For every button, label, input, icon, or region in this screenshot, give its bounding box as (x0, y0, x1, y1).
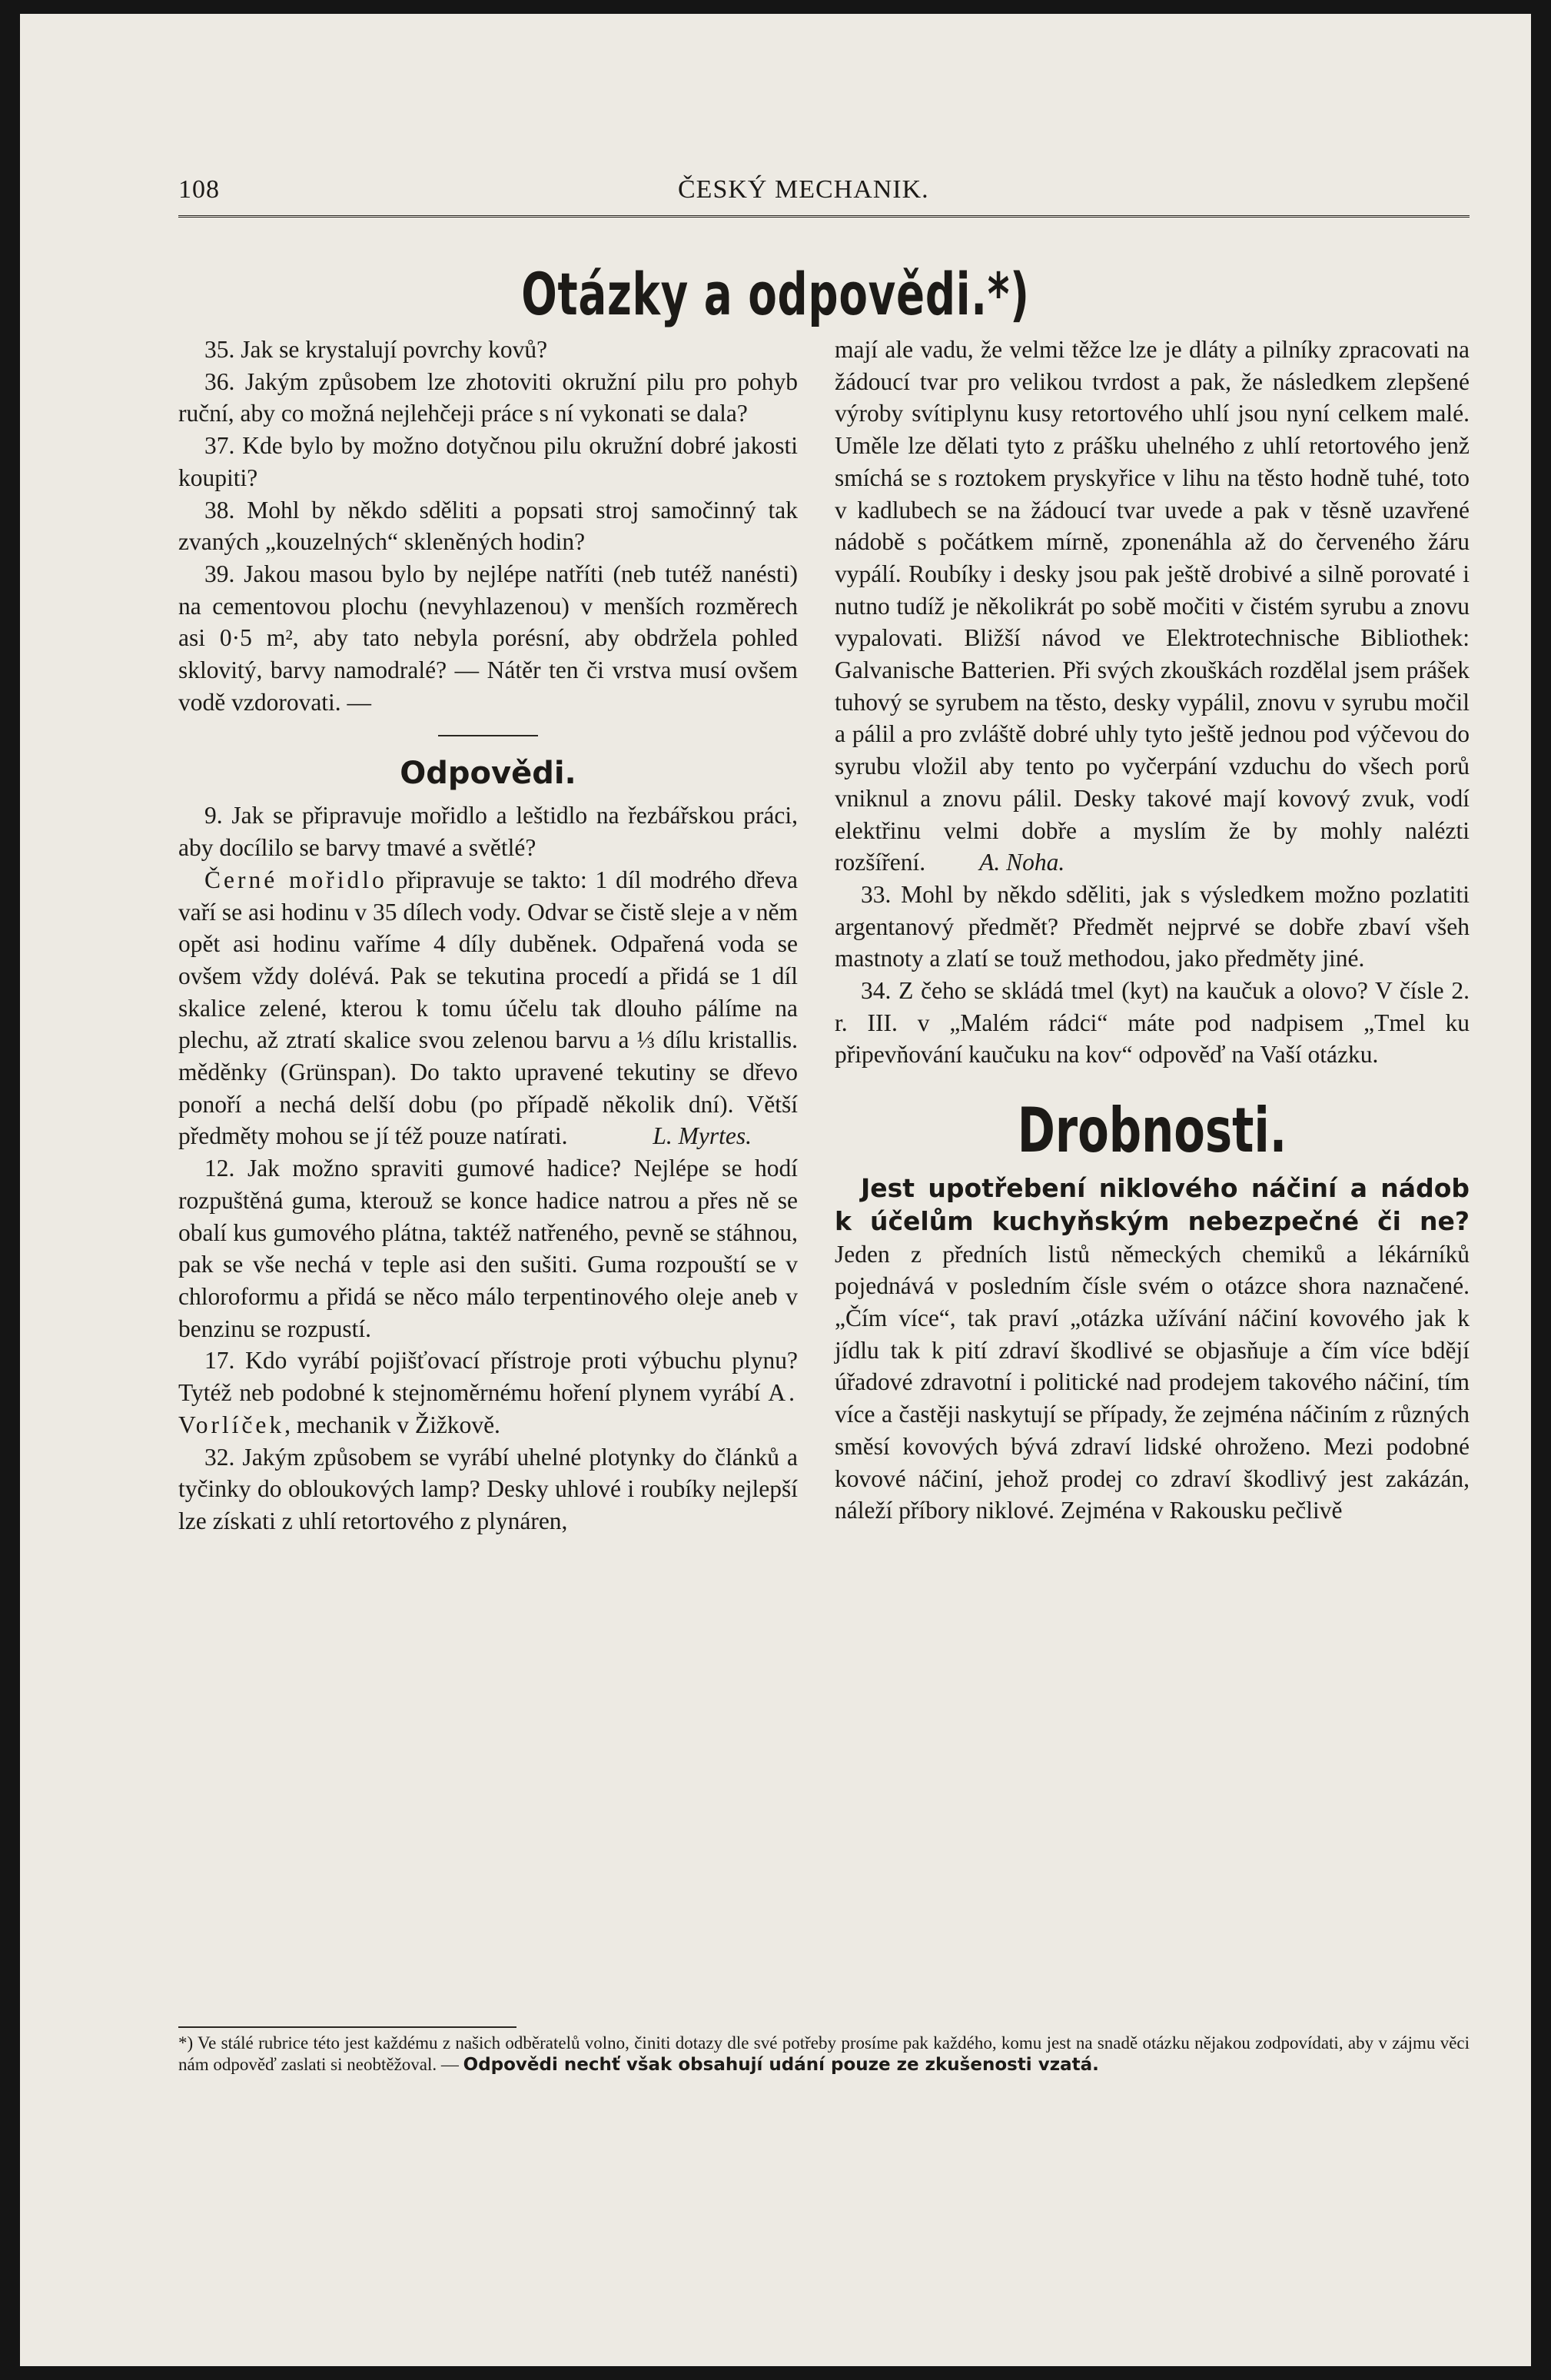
left-column (178, 334, 798, 1537)
page-number: 108 (178, 175, 220, 204)
answer-33: 33. Mohl by někdo sděliti, jak s výsledkem možno pozlatiti argentanový předmět? Předmět nejprvé se dobře zbaví všeh mastnoty a zlatí se touž methodou, jako předměty jiné. (835, 880, 1470, 972)
answer-34: 34. Z čeho se skládá tmel (kyt) na kaučuk a olovo? V čísle 2. r. III. v „Malém rádci“ máte pod nadpisem „Tmel ku připevňování kaučuku na kov“ odpověď na Vaší otázku. (835, 977, 1470, 1069)
answer-17-text: 17. Kdo vyrábí pojišťovací přístroje proti výbuchu plynu? Tytéž neb podobné k stejnoměrnému hoření plynem vyrábí (178, 1347, 798, 1407)
question-35: 35. Jak se krystalují povrchy kovů? (204, 336, 548, 363)
answer-32-signature: A. Noha. (979, 849, 1065, 876)
drobnosti-article (835, 1172, 1470, 1527)
footnote-text: *) Ve stálé rubrice této jest každému z našich odběratelů volno, činiti dotazy dle své potřeby prosíme pak každého, komu jest na snadě otázku nějakou zodpovídati, aby v zájmu věci nám odpověď zaslati si neobtěžoval. — (178, 2033, 1470, 2074)
question-36: 36. Jakým způsobem lze zhotoviti okružní pilu pro pohyb ruční, aby co možná nejlehčeji práce s ní vykonati se dala? (178, 367, 798, 427)
newspaper-page (20, 14, 1531, 2366)
answer-9-body: připravuje se takto: 1 díl modrého dřeva vaří se asi hodinu v 35 dílech vody. Odvar se čistě sleje a v něm opět asi hodinu vaříme 4 díly duběnek. Odpařená voda se ovšem vždy dolévá. Pak se tekutina procedí a přidá se 1 díl skalice zelené, kterou k tomu účelu tak dlouho pálíme na plechu, až ztratí skalice svou zelenou barvu a ⅓ dílu kristallis. měděnky (Grünspan). Do takto upravené tekutiny se dřevo ponoří a nechá delší dobu (po případě několik dní). Větší předměty mohou se jí též pouze natírati. (178, 866, 798, 1150)
answer-9 (178, 864, 798, 1152)
header-rule (178, 215, 1470, 218)
answer-12: 12. Jak možno spraviti gumové hadice? Nejlépe se hodí rozpuštěná guma, kterouž se konce hadice natrou a přes ně se obalí kus gumového plátna, taktéž natřeného, pevně se stáhnou, pak se vše nechá v teple asi den sušiti. Guma rozpouští se v chloroformu a přidá se něco málo terpentinového oleje aneb v benzinu se rozpustí. (178, 1155, 798, 1342)
answer-9-signature: L. Myrtes. (653, 1122, 752, 1150)
divider (438, 735, 538, 736)
answer-17-tail: , mechanik v Žižkově. (284, 1411, 500, 1438)
answer-17 (178, 1345, 798, 1441)
answer-9-question: 9. Jak se připravuje mořidlo a leštidlo na řezbářskou práci, aby docílilo se barvy tmavé a světlé? (178, 802, 798, 862)
answers-title: Odpovědi. (400, 756, 576, 792)
drobnosti-article-body: Jeden z předních listů německých chemiků a lékárníků pojednává v posledním čísle svém o otázce shora naznačené. „Čím více“, tak praví „otázka užívání náčiní kovového jak k jídlu tak k pití zdraví škodlivé se objasňuje a čím více bdějí úřadové zdravotní i politické nad prodejem takového náčiní, tím více a častěji naskytují se případy, že zejména náčiním z různých směsí kovových bývá zdraví lidské ohroženo. Mezi podobné kovové náčiní, jehož prodej co zdraví škodlivý jest zakázán, náleží příbory niklové. Zejména v Rakousku pečlivě (835, 1240, 1470, 1524)
answer-32-part2 (835, 334, 1470, 879)
footnote-bold: Odpovědi nechť však obsahují udání pouze ze zkušenosti vzatá. (463, 2055, 1099, 2075)
answer-32-body: mají ale vadu, že velmi těžce lze je dláty a pilníky zpracovati na žádoucí tvar pro velikou tvrdost a pak, že následkem zlepšené výroby svítiplynu kusy retortového uhlí jsou nyní celkem malé. Uměle lze dělati tyto z prášku uhelného z uhlí retortového jenž smíchá se s roztokem pryskyřice v lihu na těsto hodně tuhé, toto v kadlubech se na žádoucí tvar uvede a pak v těsně uzavřené nádobě s počátkem mírně, zponenáhla až do červeného žáru vypálí. Roubíky i desky jsou pak ještě drobivé a silně porovaté i nutno tudíž je několikrát po sobě močiti v čistém syrubu a znovu vypalovati. Bližší návod ve Elektrotechnische Bibliothek: Galvanische Batterien. Při svých zkouškách rozdělal jsem prášek tuhový se syrubem na těsto, desky vypálil, znovu v syrubu močil a pálil a pro zvláště dobré uhly tyto ještě jednou pod výčevou do syrubu vložil aby tento po vyčerpání vzduchu do všech porů vniknul a znovu pálil. Desky takové mají kovový zvuk, vodí elektřinu velmi dobře a myslím že by mohly nalézti rozšíření. (835, 336, 1470, 876)
footnote-rule (178, 2026, 516, 2028)
footnote (178, 2033, 1470, 2076)
drobnosti-article-head: Jest upotřebení niklového náčiní a nádob k účelům kuchyňským nebezpečné či ne? (835, 1173, 1470, 1236)
question-37: 37. Kde bylo by možno dotyčnou pilu okružní dobré jakosti koupiti? (178, 432, 798, 491)
answer-17-name: A. Vorlíček (178, 1379, 798, 1438)
section-title-questions: Otázky a odpovědi.*) (521, 260, 1030, 328)
answer-9-lead: Černé mořidlo (204, 866, 387, 893)
page-header (178, 175, 1466, 209)
question-39: 39. Jakou masou bylo by nejlépe natříti (neb tutéž nanésti) na cementovou plochu (nevyhlazenou) v menších rozměrech asi 0·5 m², aby tato nebyla porésní, aby obdržela pohled sklovitý, barvy namodralé? — Nátěr ten či vrstva musí ovšem vodě vzdorovati. — (178, 560, 798, 716)
question-38: 38. Mohl by někdo sděliti a popsati stroj samočinný tak zvaných „kouzelných“ skleněných hodin? (178, 496, 798, 556)
right-column (835, 334, 1470, 1527)
drobnosti-title: Drobnosti. (1017, 1095, 1287, 1167)
answer-32-part1: 32. Jakým způsobem se vyrábí uhelné plotynky do článků a tyčinky do obloukových lamp? Desky uhlové i roubíky nejlepší lze získati z uhlí retortového z plynáren, (178, 1443, 798, 1534)
journal-title: ČESKÝ MECHANIK. (678, 175, 929, 204)
